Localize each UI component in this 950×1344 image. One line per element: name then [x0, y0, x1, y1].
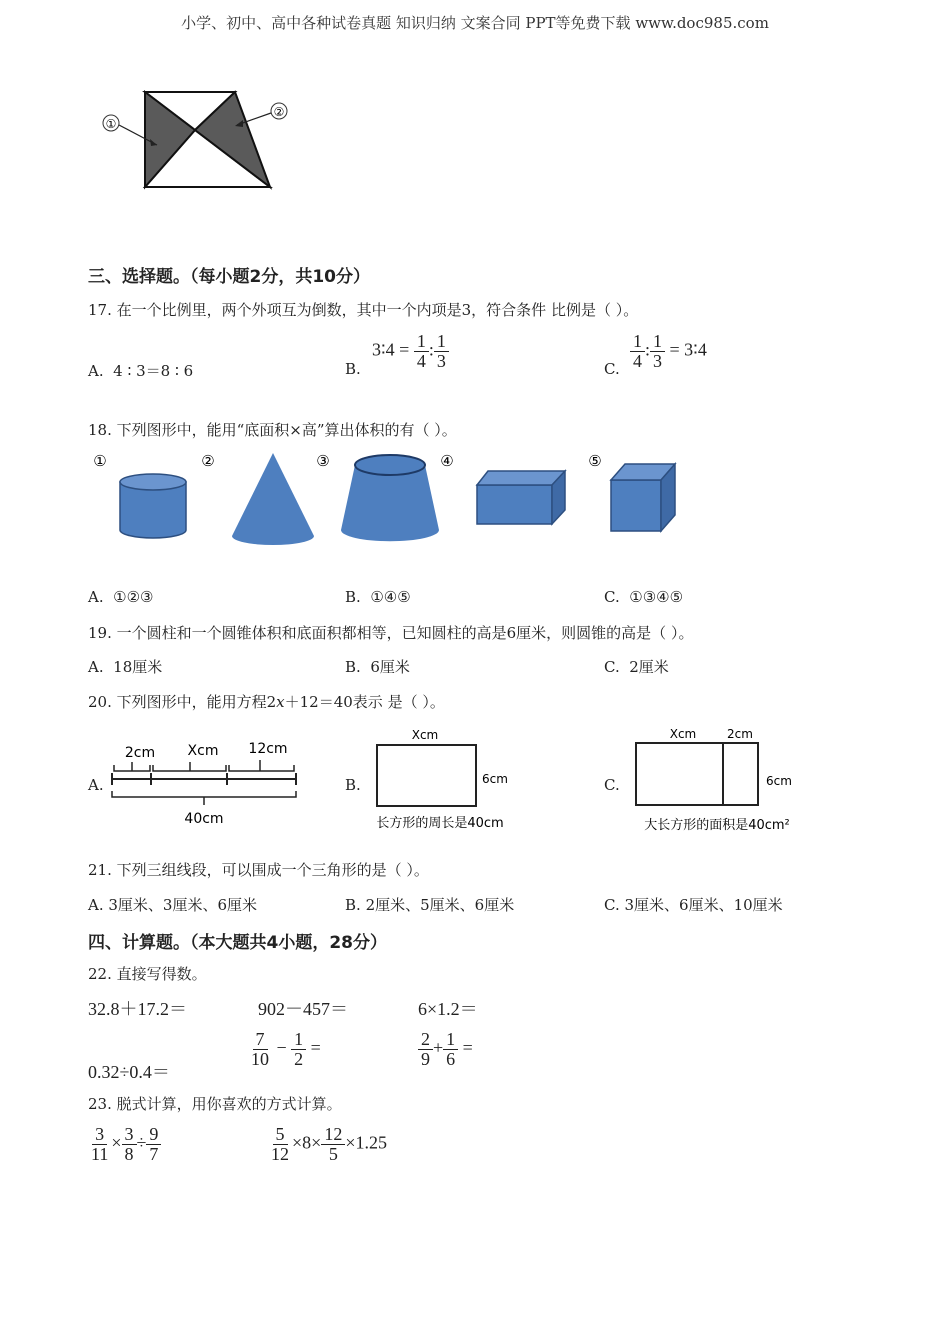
label-1: ① [105, 117, 117, 131]
svg-text:Xcm: Xcm [411, 728, 439, 742]
q20-figure-b [365, 725, 545, 835]
svg-text:2cm: 2cm [124, 745, 156, 761]
svg-text:大长方形的面积是40cm²: 大长方形的面积是40cm² [644, 818, 790, 833]
cuboid-shape [477, 471, 565, 524]
svg-text:12cm: 12cm [248, 741, 288, 757]
q23-expr-2: $\frac{5}{12}$ ×8× $\frac{12}{5}$ ×1.25 [271, 1124, 387, 1164]
q18-option-c: C. ①③④⑤ [604, 588, 684, 606]
q21-option-c: C. 3厘米、6厘米、10厘米 [604, 896, 783, 914]
q20-option-b-label: B. [345, 776, 361, 794]
q21-text: 21. 下列三组线段，可以围成一个三角形的是（ ）。 [88, 861, 429, 879]
svg-text:2cm: 2cm [727, 727, 753, 741]
q22-expr-3: 6×1.2＝ [418, 999, 478, 1019]
q21-option-b: B. 2厘米、5厘米、6厘米 [345, 896, 515, 914]
cube-shape [611, 464, 675, 531]
page-header: 小学、初中、高中各种试卷真题 知识归纳 文案合同 PPT等免费下载 www.doc985.com [181, 14, 769, 32]
svg-text:长方形的周长是40cm: 长方形的周长是40cm [376, 816, 504, 831]
q20-text: 20. 下列图形中，能用方程2𝑥＋12＝40表示 是（ ）。 [88, 693, 445, 711]
shape-label-3: ③ [316, 452, 330, 470]
cone-shape [232, 453, 314, 545]
q17-option-c-expr: $\frac{1}{4}$ : $\frac{1}{3}$ = 3∶4 [630, 332, 707, 371]
bowtie-figure [95, 85, 305, 195]
q18-option-a: A. ①②③ [88, 588, 154, 606]
q19-option-c: C. 2厘米 [604, 658, 669, 676]
q23-expr-1: $\frac{3}{11}$ × $\frac{3}{8}$ ÷ $\frac{9}{7}$ [88, 1125, 161, 1164]
label-2: ② [273, 105, 285, 119]
q20-figure-a [108, 735, 308, 830]
shape-label-5: ⑤ [588, 452, 602, 470]
svg-text:6cm: 6cm [482, 772, 508, 786]
q22-expr-5: $\frac{7}{10}$ − $\frac{1}{2}$ = [251, 1029, 321, 1069]
q19-option-b: B. 6厘米 [345, 658, 410, 676]
section-4-title: 四、计算题。（本大题共4小题，28分） [88, 933, 387, 953]
q22-expr-2: 902－457＝ [258, 999, 348, 1019]
q17-option-c-label: C. [604, 360, 620, 378]
q20-option-a-label: A. [88, 776, 104, 794]
svg-text:Xcm: Xcm [187, 743, 219, 759]
q22-expr-6: $\frac{2}{9}$ + $\frac{1}{6}$ = [418, 1030, 473, 1069]
q17-text: 17. 在一个比例里，两个外项互为倒数，其中一个内项是3，符合条件 比例是（ ）。 [88, 301, 639, 319]
cylinder-shape [120, 474, 186, 538]
q22-expr-4: 0.32÷0.4＝ [88, 1062, 170, 1082]
q17-option-a: A. 4 ∶ 3＝8 ∶ 6 [88, 362, 194, 380]
q18-option-b: B. ①④⑤ [345, 588, 411, 606]
section-3-title: 三、选择题。（每小题2分，共10分） [88, 267, 370, 287]
q22-text: 22. 直接写得数。 [88, 965, 207, 983]
q17-option-b-expr: 3∶4 = $\frac{1}{4}$ : $\frac{1}{3}$ [372, 332, 449, 371]
svg-text:Xcm: Xcm [669, 727, 697, 741]
q23-text: 23. 脱式计算，用你喜欢的方式计算。 [88, 1095, 342, 1113]
q22-expr-1: 32.8＋17.2＝ [88, 999, 187, 1019]
q18-shapes [88, 448, 708, 553]
q20-option-c-label: C. [604, 776, 620, 794]
frustum-shape [341, 455, 439, 541]
shape-label-4: ④ [440, 452, 454, 470]
q19-option-a: A. 18厘米 [88, 658, 163, 676]
q19-text: 19. 一个圆柱和一个圆锥体积和底面积都相等，已知圆柱的高是6厘米，则圆锥的高是（ ）。 [88, 624, 694, 642]
shape-label-1: ① [93, 452, 107, 470]
shape-label-2: ② [201, 452, 215, 470]
q21-option-a: A. 3厘米、3厘米、6厘米 [88, 896, 258, 914]
svg-text:40cm: 40cm [184, 811, 224, 827]
q20-figure-c [625, 725, 825, 840]
q17-option-b-label: B. [345, 360, 361, 378]
q18-text: 18. 下列图形中，能用“底面积×高”算出体积的有（ ）。 [88, 421, 457, 439]
svg-text:6cm: 6cm [766, 774, 792, 788]
